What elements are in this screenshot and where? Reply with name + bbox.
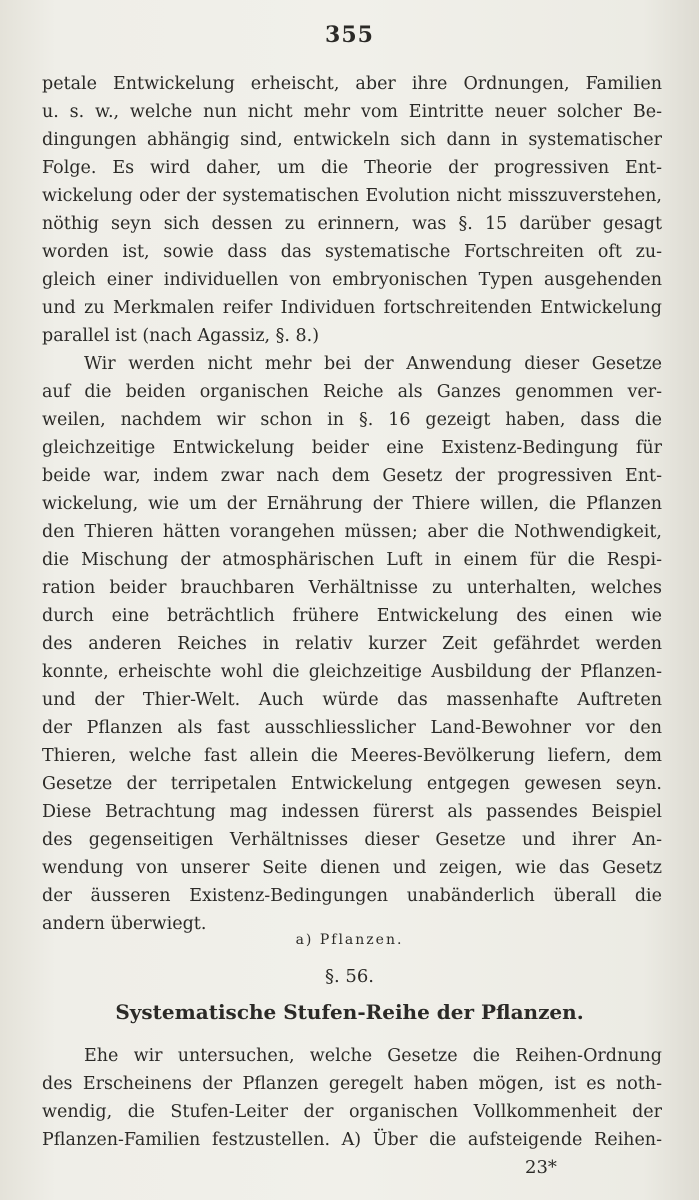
text-line: petale Entwickelung erheischt, aber ihre Ordnungen, Familien (42, 74, 662, 94)
paragraph-1 (42, 70, 662, 350)
text-line: wickelung, wie um der Ernährung der Thiere willen, die Pflanzen (42, 494, 662, 514)
text-line: der Pflanzen als fast ausschliesslicher Land-Bewohner vor den (42, 718, 662, 738)
text-line: andern überwiegt. (42, 914, 207, 934)
text-line: konnte, erheischte wohl die gleichzeitige Ausbildung der Pflanzen- (42, 662, 662, 682)
section-number: §. 56. (324, 966, 375, 987)
text-line: wickelung oder der systematischen Evolution nicht misszuverstehen, (42, 186, 662, 206)
text-line: nöthig seyn sich dessen zu erinnern, was §. 15 darüber gesagt (42, 214, 662, 234)
text-line: und der Thier-Welt. Auch würde das massenhafte Auftreten (42, 690, 662, 710)
text-line: auf die beiden organischen Reiche als Ganzes genommen ver- (42, 382, 662, 402)
text-line: Diese Betrachtung mag indessen fürerst als passendes Beispiel (42, 802, 662, 822)
text-line: Wir werden nicht mehr bei der Anwendung dieser Gesetze (84, 354, 662, 374)
text-line: dingungen abhängig sind, entwickeln sich dann in systematischer (42, 130, 662, 150)
page-number: 355 (325, 22, 374, 48)
text-line: ration beider brauchbaren Verhältnisse zu unterhalten, welches (42, 578, 662, 598)
text-line: gleichzeitige Entwickelung beider eine Existenz-Bedingung für (42, 438, 662, 458)
text-line: gleich einer individuellen von embryonischen Typen ausgehenden (42, 270, 662, 290)
text-line: Thieren, welche fast allein die Meeres-Bevölkerung liefern, dem (42, 746, 662, 766)
text-line: des gegenseitigen Verhältnisses dieser Gesetze und ihrer An- (42, 830, 662, 850)
text-line: Ehe wir untersuchen, welche Gesetze die Reihen-Ordnung (84, 1046, 662, 1066)
text-line: und zu Merkmalen reifer Individuen fortschreitenden Entwickelung (42, 298, 662, 318)
text-line: durch eine beträchtlich frühere Entwickelung des einen wie (42, 606, 662, 626)
text-line: den Thieren hätten vorangehen müssen; aber die Nothwendigkeit, (42, 522, 662, 542)
text-line: Gesetze der terripetalen Entwickelung entgegen gewesen seyn. (42, 774, 662, 794)
text-line: weilen, nachdem wir schon in §. 16 gezeigt haben, dass die (42, 410, 662, 430)
text-line: beide war, indem zwar nach dem Gesetz der progressiven Ent- (42, 466, 662, 486)
text-line: des anderen Reiches in relativ kurzer Zeit gefährdet werden (42, 634, 662, 654)
text-line: Folge. Es wird daher, um die Theorie der progressiven Ent- (42, 158, 662, 178)
signature-mark: 23* (525, 1157, 557, 1178)
section-title: Systematische Stufen-Reihe der Pflanzen. (115, 1000, 584, 1024)
text-line: der äusseren Existenz-Bedingungen unabänderlich überall die (42, 886, 662, 906)
text-line: des Erscheinens der Pflanzen geregelt haben mögen, ist es noth- (42, 1074, 662, 1094)
paragraph-2 (42, 350, 662, 938)
subheading: a) Pflanzen. (295, 932, 404, 948)
text-line: wendung von unserer Seite dienen und zeigen, wie das Gesetz (42, 858, 662, 878)
paragraph-3 (42, 1042, 662, 1154)
text-line: die Mischung der atmosphärischen Luft in einem für die Respi- (42, 550, 662, 570)
text-line: worden ist, sowie dass das systematische Fortschreiten oft zu- (42, 242, 662, 262)
text-line: Pflanzen-Familien festzustellen. A) Über die aufsteigende Reihen- (42, 1130, 662, 1150)
text-line: u. s. w., welche nun nicht mehr vom Eintritte neuer solcher Be- (42, 102, 662, 122)
text-line: wendig, die Stufen-Leiter der organischen Vollkommenheit der (42, 1102, 662, 1122)
text-line: parallel ist (nach Agassiz, §. 8.) (42, 326, 320, 346)
